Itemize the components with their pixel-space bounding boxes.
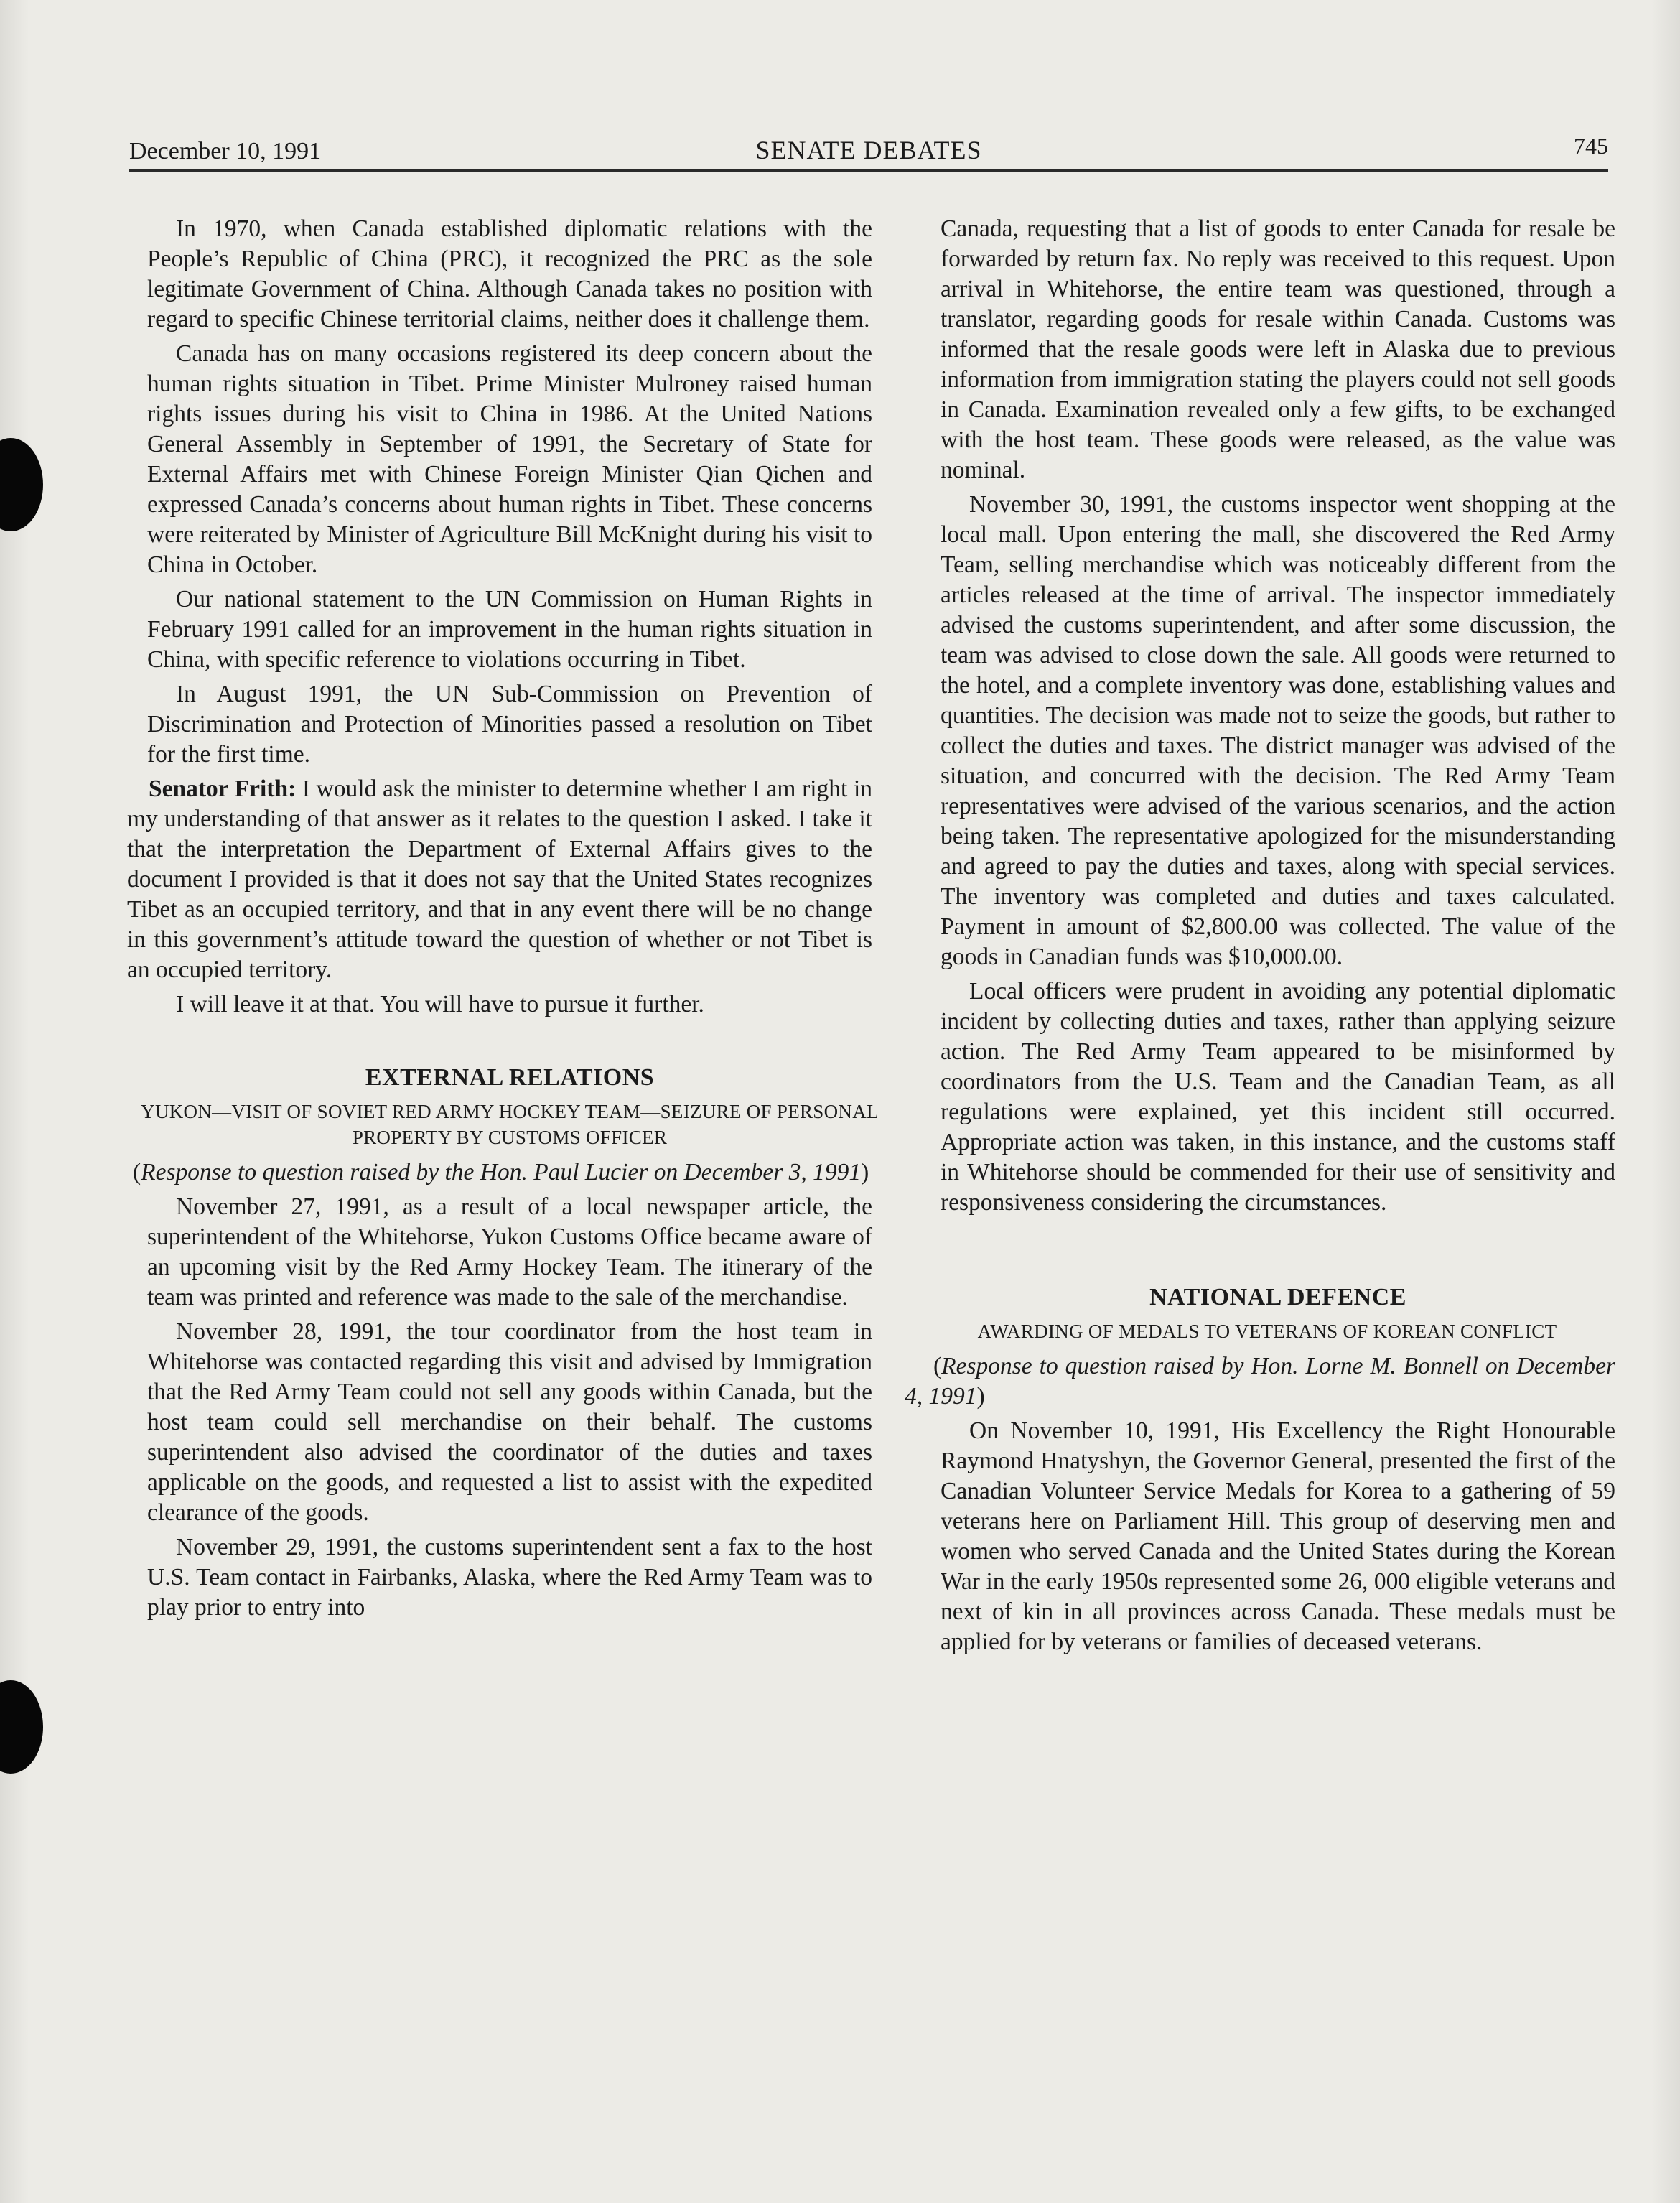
response-note: (Response to question raised by the Hon. Paul Lucier on December 3, 1991) — [133, 1159, 869, 1186]
section-title: NATIONAL DEFENCE — [1149, 1284, 1406, 1310]
paragraph: I will leave it at that. You will have to pursue it further. — [176, 991, 704, 1017]
page-number: 745 — [1574, 133, 1608, 159]
paragraph: November 29, 1991, the customs superintendent sent a fax to the host U.S. Team contact in Fairbanks, Alaska, where the Red Army Team was to play prior to entry into — [147, 1534, 872, 1621]
speaker-name: Senator Frith: — [149, 776, 297, 802]
paragraph: November 30, 1991, the customs inspector went shopping at the local mall. Upon entering the mall, she discovered the Red Army Team, selling merchandise which was noticeably different from the articles released at the time of arrival. The inspector immediately advised the customs superintendent, and after some discussion, the team was advised to close down the sale. All goods were returned to the hotel, and a complete inventory was done, establishing values and quantities. The decision was made not to seize the goods, but rather to collect the duties and taxes. The district manager was advised of the situation, and concurred with the decision. The Red Army Team representatives were advised of the various scenarios, and the action being taken. The representative apologized for the misunderstanding and agreed to pay the duties and taxes, along with special services. The inventory was completed and duties and taxes calculated. Payment in amount of $2,800.00 was collected. The value of the goods in Canadian funds was $10,000.00. — [941, 491, 1615, 970]
paragraph: Canada has on many occasions registered its deep concern about the human rights situation in Tibet. Prime Minister Mulroney raised human rights issues during his visit to China in 1986. At the United Nations General Assembly in September of 1991, the Secretary of State for External Affairs met with Chinese Foreign Minister Qian Qichen and expressed Canada’s concerns about human rights in Tibet. These concerns were reiterated by Minister of Agriculture Bill McKnight during his visit to China in October. — [147, 340, 872, 578]
paragraph: November 28, 1991, the tour coordinator from the host team in Whitehorse was contacted regarding this visit and advised by Immigration that the Red Army Team could not sell any goods within Canada, but the host team could sell merchandise on their behalf. The customs superintendent also advised the coordinator of the duties and taxes applicable on the goods, and requested a list to assist with the expedited clearance of the goods. — [147, 1318, 872, 1526]
paragraph: In 1970, when Canada established diplomatic relations with the People’s Republic of China (PRC), it recognized the PRC as the sole legitimate Government of China. Although Canada takes no position with regard to specific Chinese territorial claims, neither does it challenge them. — [147, 215, 872, 332]
response-text: Response to question raised by Hon. Lorne M. Bonnell on December 4, 1991 — [905, 1353, 1615, 1410]
paragraph: November 27, 1991, as a result of a local newspaper article, the superintendent of the Whitehorse, Yukon Customs Office became aware of an upcoming visit by the Red Army Hockey Team. The itinerary of the team was printed and reference was made to the sale of the merchandise. — [147, 1193, 872, 1310]
paragraph: Our national statement to the UN Commission on Human Rights in February 1991 called for an improvement in the human rights situation in China, with specific reference to violations occurring in Tibet. — [147, 586, 872, 673]
subheading: AWARDING OF MEDALS TO VETERANS OF KOREAN CONFLICT — [977, 1321, 1557, 1342]
page-header — [129, 126, 1608, 169]
section-title: EXTERNAL RELATIONS — [365, 1064, 655, 1091]
header-title: SENATE DEBATES — [755, 136, 982, 164]
paragraph: Local officers were prudent in avoiding any potential diplomatic incident by collecting duties and taxes, rather than applying seizure action. The Red Army Team appeared to be misinformed by coordinators from the U.S. Team and the Canadian Team, as all regulations were explained, yet this incident still occurred. Appropriate action was taken, in this instance, and the customs staff in Whitehorse should be commended for their use of sensitivity and responsiveness considering the circumstances. — [941, 978, 1615, 1216]
subheading: YUKON—VISIT OF SOVIET RED ARMY HOCKEY TEAM—SEIZURE OF PERSONAL PROPERTY BY CUSTOMS OFFICER — [141, 1101, 879, 1148]
left-column — [127, 214, 879, 1627]
speech-paragraph — [127, 774, 872, 985]
speech-text: I would ask the minister to determine whether I am right in my understanding of that answer as it relates to the question I asked. I take it that the interpretation the Department of External Affairs gives to the document I provided is that it does not say that the United States recognizes Tibet as an occupied territory, and that in any event there will be no change in this government’s attitude toward the question of whether or not Tibet is an occupied territory. — [127, 776, 873, 983]
right-column — [905, 214, 1615, 1662]
response-text: Response to question raised by the Hon. Paul Lucier on December 3, 1991 — [141, 1159, 862, 1186]
paragraph: In August 1991, the UN Sub-Commission on Prevention of Discrimination and Protection of Minorities passed a resolution on Tibet for the first time. — [147, 681, 872, 768]
header-rule — [129, 169, 1608, 172]
paragraph: On November 10, 1991, His Excellency the Right Honourable Raymond Hnatyshyn, the Governor General, presented the first of the Canadian Volunteer Service Medals for Korea to a gathering of 59 veterans here on Parliament Hill. This group of deserving men and women who served Canada and the United States during the Korean War in the early 1950s represented some 26, 000 eligible veterans and next of kin in all provinces across Canada. These medals must be applied for by veterans or families of deceased veterans. — [941, 1417, 1615, 1655]
response-note: (Response to question raised by Hon. Lorne M. Bonnell on December 4, 1991) — [905, 1353, 1615, 1410]
header-date: December 10, 1991 — [129, 138, 322, 164]
paragraph: Canada, requesting that a list of goods to enter Canada for resale be forwarded by return fax. No reply was received to this request. Upon arrival in Whitehorse, the entire team was questioned, through a translator, regarding goods for resale within Canada. Customs was informed that the resale goods were left in Alaska due to previous information from immigration stating the players could not sell goods in Canada. Examination revealed only a few gifts, to be exchanged with the host team. These goods were released, as the value was nominal. — [941, 215, 1615, 483]
